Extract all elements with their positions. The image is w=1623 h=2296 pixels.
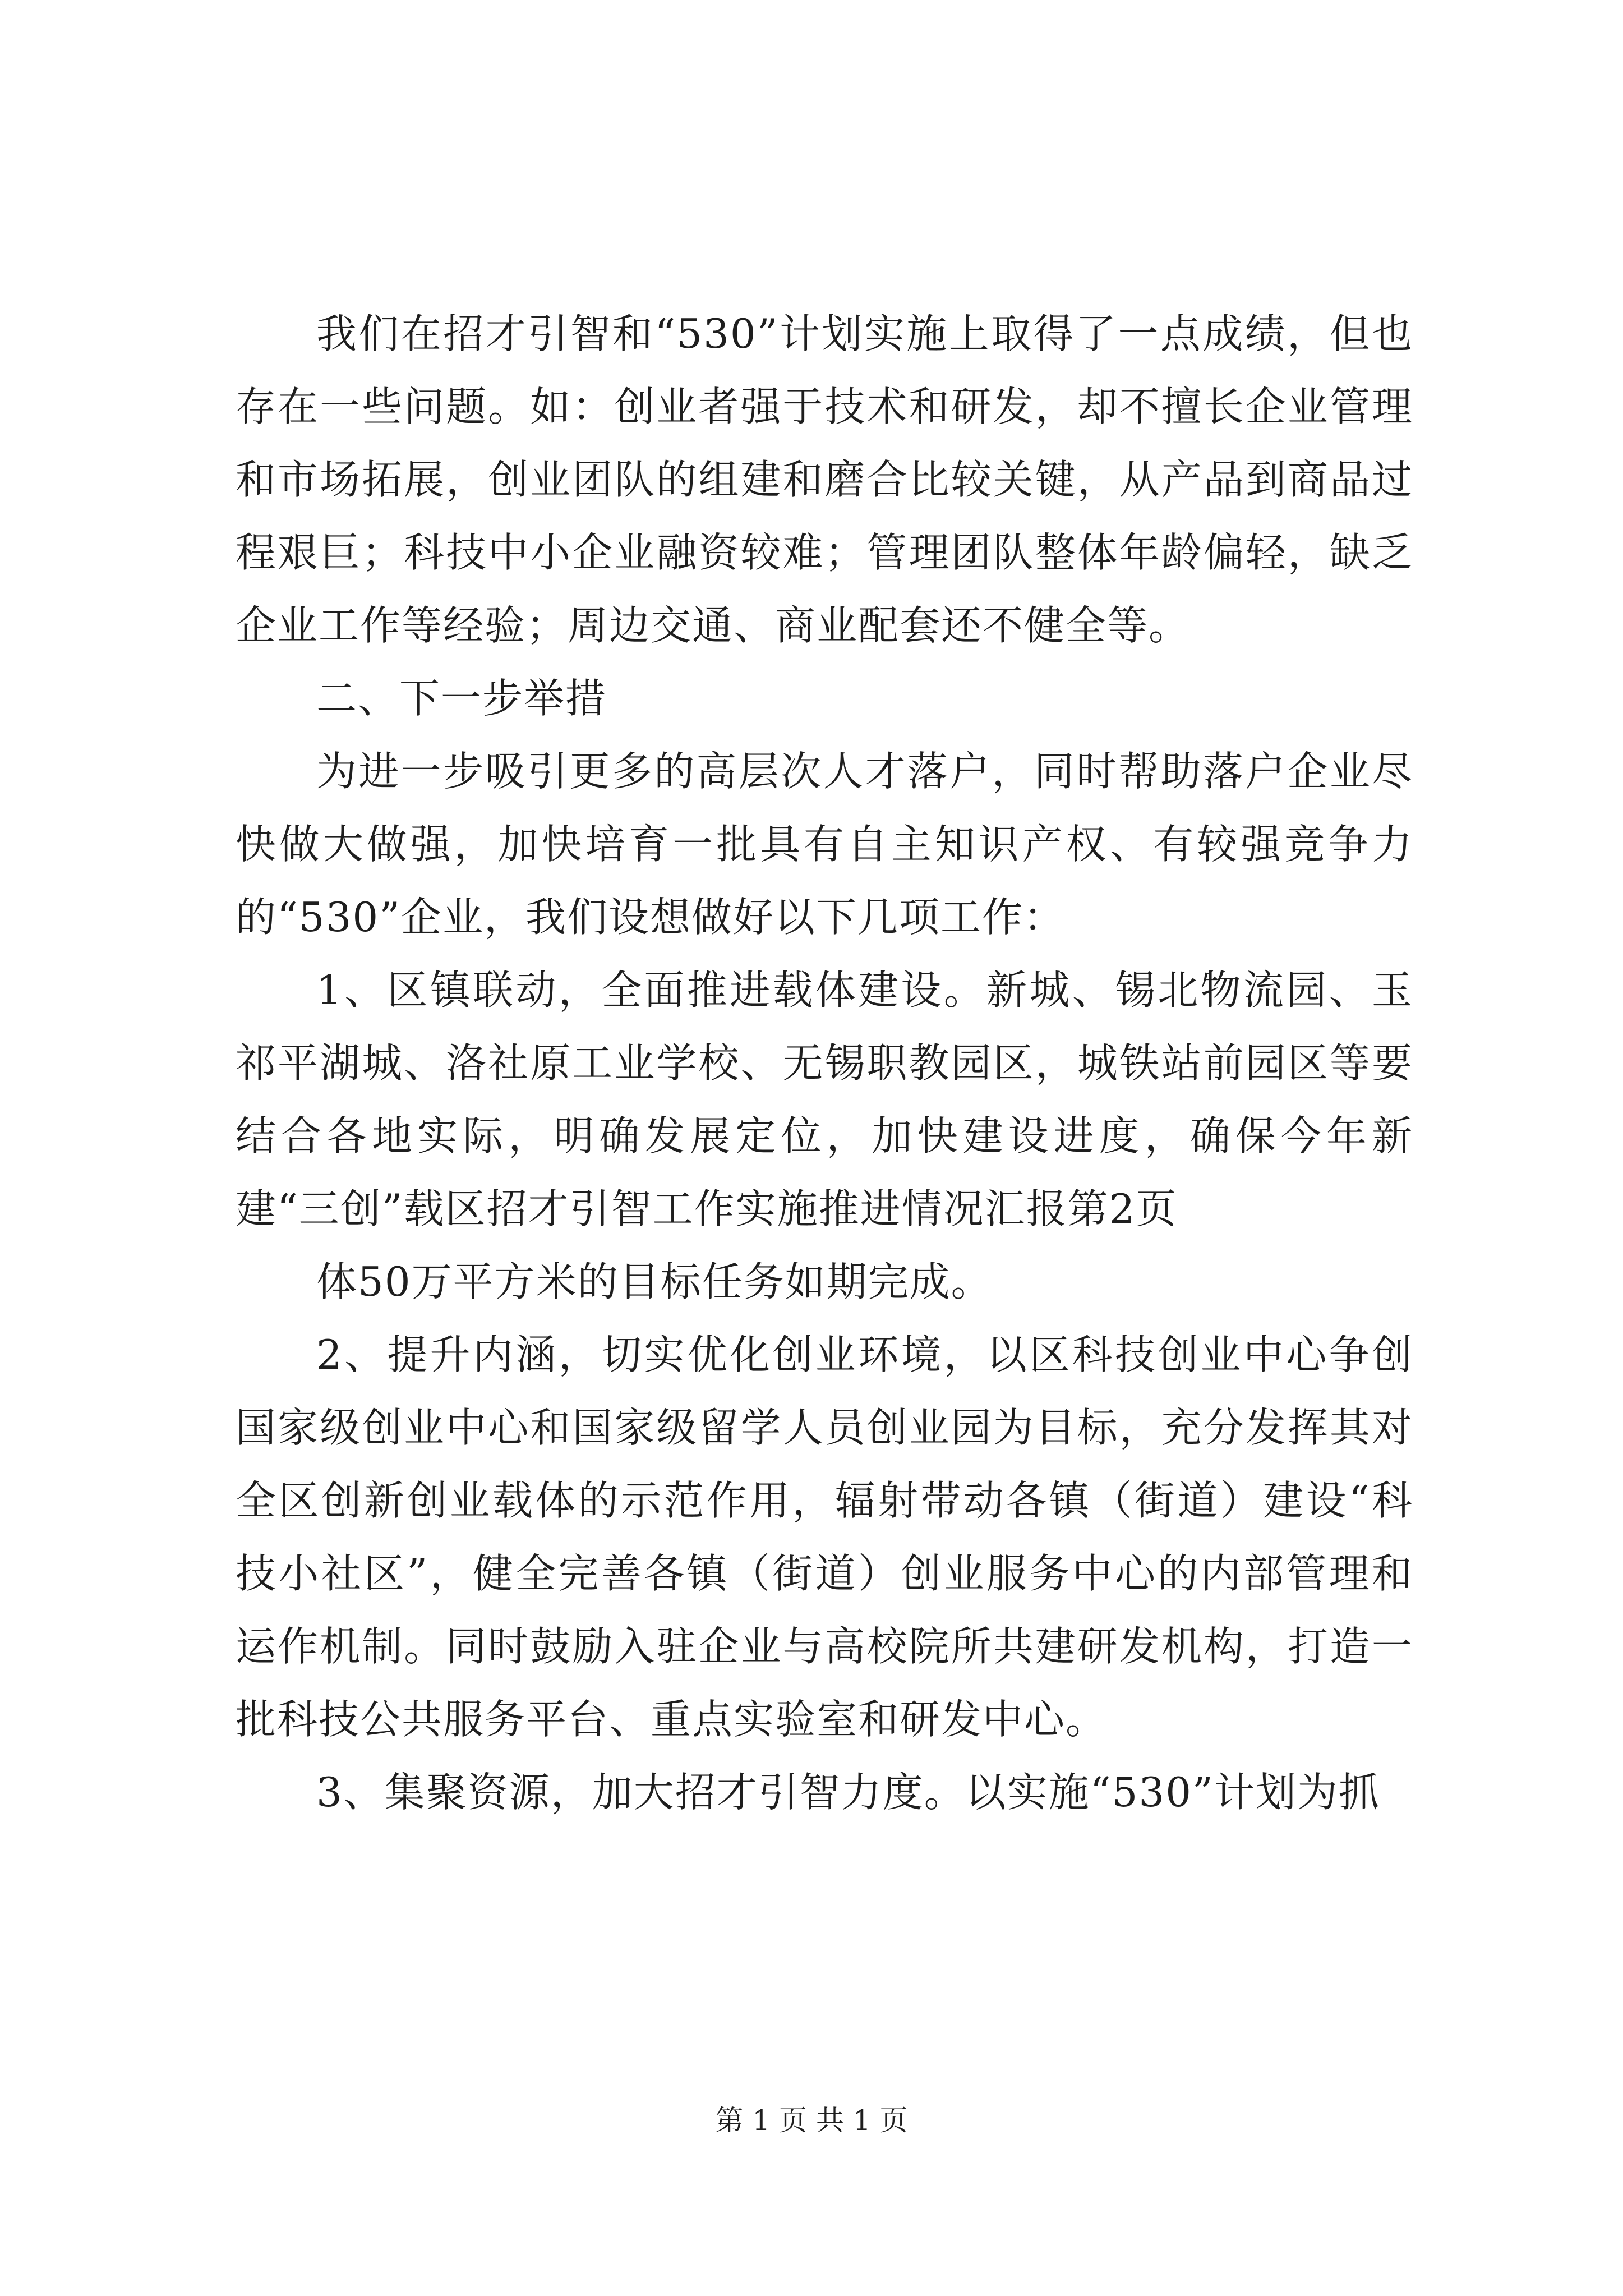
paragraph-item-1: 1、区镇联动，全面推进载体建设。新城、锡北物流园、玉祁平湖城、洛社原工业学校、无锡职教园区，城铁站前园区等要结合各地实际，明确发展定位，加快建设进度，确保今年新建“三创”载区招才引智工作实施推进情况汇报第2页 [236, 967, 1413, 1232]
paragraph-item-2: 2、提升内涵，切实优化创业环境，以区科技创业中心争创国家级创业中心和国家级留学人员创业园为目标，充分发挥其对全区创新创业载体的示范作用，辐射带动各镇（街道）建设“科技小社区”，健全完善各镇（街道）创业服务中心的内部管理和运作机制。同时鼓励入驻企业与高校院所共建研发机构，打造一批科技公共服务平台、重点实验室和研发中心。 [236, 1331, 1413, 1743]
paragraph-item-1-continued: 体50万平方米的目标任务如期完成。 [316, 1258, 993, 1305]
page-footer: 第 1 页 共 1 页 [715, 2104, 908, 2137]
document-body [236, 297, 1413, 1829]
paragraph-intro: 为进一步吸引更多的高层次人才落户，同时帮助落户企业尽快做大做强，加快培育一批具有自主知识产权、有较强竞争力的“530”企业，我们设想做好以下几项工作： [236, 748, 1413, 941]
heading-next-steps: 二、下一步举措 [316, 675, 607, 722]
paragraph-item-3: 3、集聚资源，加大招才引智力度。以实施“530”计划为抓 [316, 1769, 1380, 1816]
paragraph-problems: 我们在招才引智和“530”计划实施上取得了一点成绩，但也存在一些问题。如：创业者强于技术和研发，却不擅长企业管理和市场拓展，创业团队的组建和磨合比较关键，从产品到商品过程艰巨；科技中小企业融资较难；管理团队整体年龄偏轻，缺乏企业工作等经验；周边交通、商业配套还不健全等。 [236, 310, 1413, 649]
